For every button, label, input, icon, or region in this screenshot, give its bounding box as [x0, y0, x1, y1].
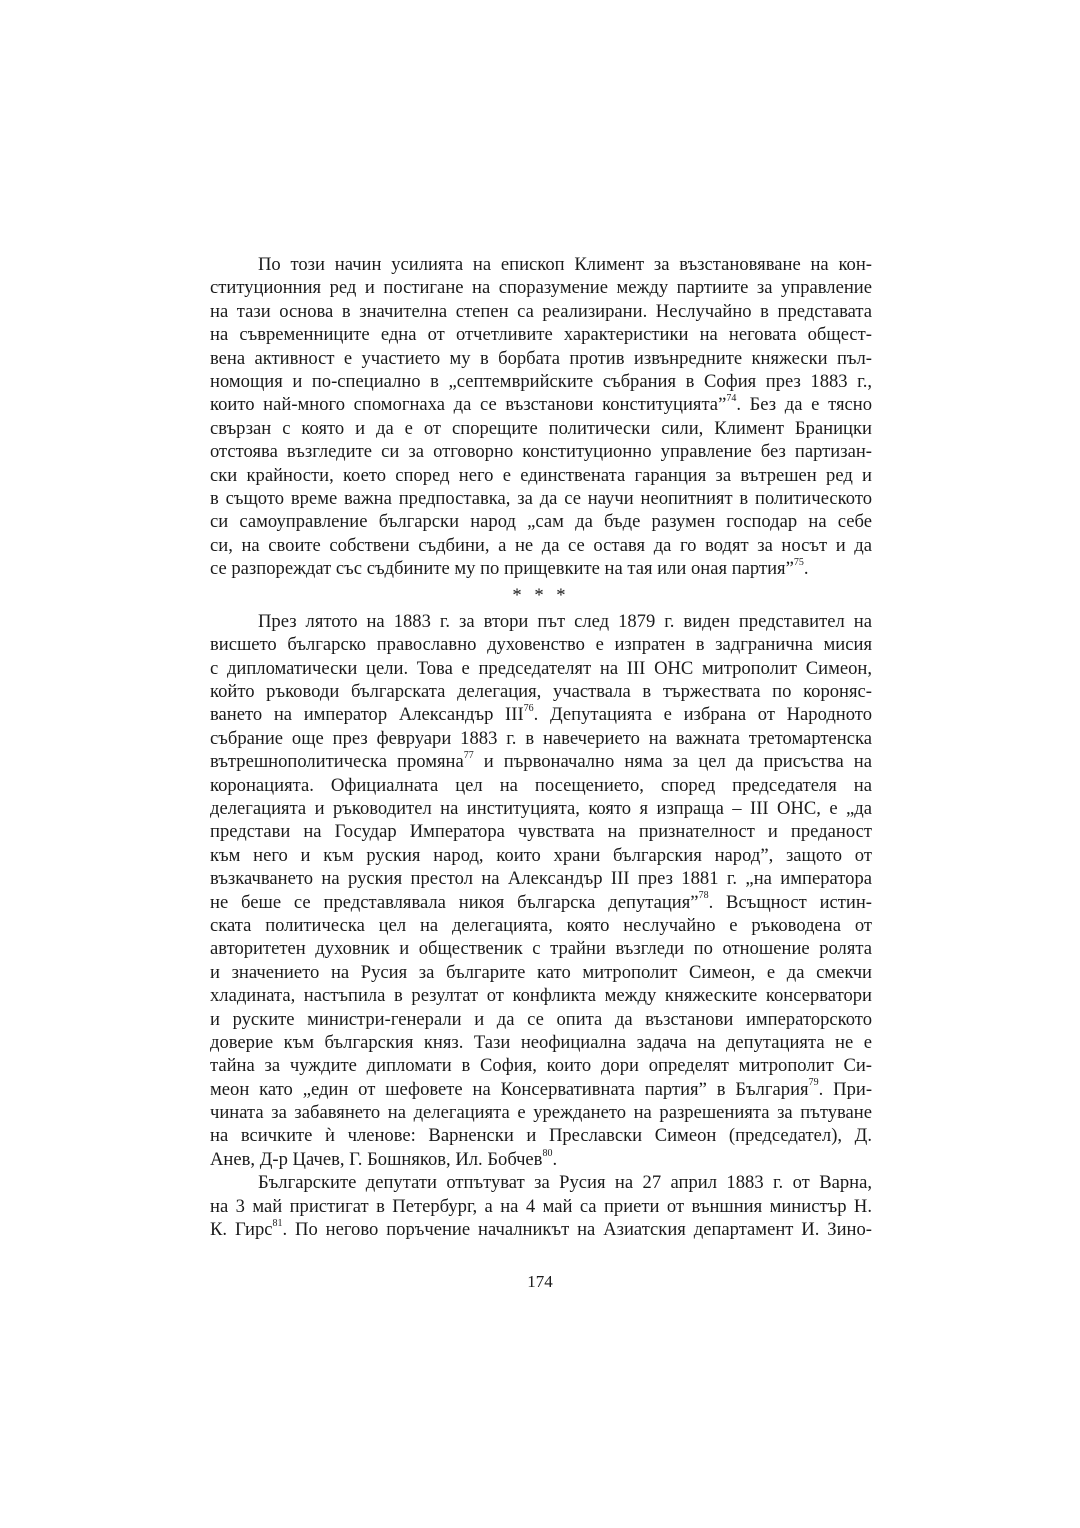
text-line: По този начин усилията на епископ Климент за възстановяване на кон-	[258, 254, 872, 275]
text-line	[210, 750, 872, 773]
paragraph-1	[210, 253, 872, 580]
text-line: възкачването на руския престол на Александър III през 1881 г. „на императора	[210, 868, 872, 890]
text-line: висшето българско православно духовенство е изпратен в задгранична мисия	[210, 634, 872, 656]
text-segment: се разпореждат със съдбините му по прищевките на тая или оная партия”	[210, 558, 794, 580]
text-line	[210, 393, 872, 416]
text-line: ската политическа цел на делегацията, която неслучайно е ръководена от	[210, 914, 872, 936]
text-line	[210, 703, 872, 726]
text-segment: К. Гирс	[210, 1219, 273, 1241]
footnote-ref: 78	[698, 890, 709, 902]
text-line	[210, 891, 872, 914]
footnote-ref: 75	[793, 556, 804, 568]
text-line: номощия и по-специално в „септемврийските събрания в София през 1883 г.,	[210, 370, 872, 392]
text-line: отстоява възгледите си за отговорно конституционно управление без партизан-	[210, 441, 872, 463]
text-line: на 3 май пристигат в Петербург, а на 4 май са приети от външния министър Н.	[210, 1195, 872, 1217]
text-line: в същото време важна предпоставка, за да се научи неопитният в политическото	[210, 487, 872, 509]
footnote-ref: 80	[542, 1147, 553, 1159]
footnote-ref: 76	[523, 703, 534, 715]
footnote-ref: 79	[808, 1077, 819, 1089]
text-line: делегацията и ръководител на институцията, която я изпраща – III ОНС, е „да	[210, 797, 872, 819]
text-line: чината за забавянето на делегацията е уреждането на разрешенията за пътуване	[210, 1102, 872, 1124]
text-line: който ръководи българската делегация, участвала в тържествата по короняс-	[210, 681, 872, 703]
footnote-ref: 77	[463, 750, 474, 762]
text-line: През лятото на 1883 г. за втори път след 1879 г. виден представител на	[258, 610, 872, 632]
text-segment: вътрешнополитическа промяна	[210, 751, 464, 773]
text-segment: меон като „един от шефовете на Консервативната партия” в България	[210, 1078, 809, 1100]
text-line: ституционния ред и постигане на споразумение между партиите за управление	[210, 277, 872, 299]
footnote-ref: 81	[272, 1217, 283, 1229]
text-line: на тази основа в значителна степен са реализирани. Неслучайно в представата	[210, 300, 872, 322]
section-separator: * * *	[512, 585, 570, 607]
text-line: свързан с която и да е от спорещите политически сили, Климент Браницки	[210, 417, 872, 439]
text-line: си, на своите собствени съдбини, а не да се оставя да го водят за носът и да	[210, 534, 872, 556]
text-line: Българските депутати отпътуват за Русия на 27 април 1883 г. от Варна,	[258, 1172, 872, 1194]
text-line	[210, 557, 872, 580]
text-segment: . По негово поръчение началникът на Азиатския департамент И. Зино-	[282, 1219, 872, 1241]
text-segment: не беше се представлявала никоя българска депутация”	[210, 891, 699, 913]
text-line: си самоуправление български народ „сам да бъде разумен господар на себе	[210, 511, 872, 533]
text-line: ски крайности, което според него е единствената гаранция за вътрешен ред и	[210, 464, 872, 486]
text-line: доверие към българския княз. Тази неофициална задача на депутацията не е	[210, 1031, 872, 1053]
text-segment: . Без да е тясно	[736, 394, 872, 416]
text-line: с дипломатически цели. Това е председателят на III ОНС митрополит Симеон,	[210, 657, 872, 679]
text-line: и значението на Русия за българите като митрополит Симеон, е да смекчи	[210, 961, 872, 983]
text-segment: . Всъщност истин-	[708, 891, 873, 913]
text-line: събрание още през февруари 1883 г. в навечерието на важната третомартенска	[210, 727, 872, 749]
text-line: вена активност е участието му в борбата против извънредните княжески пъл-	[210, 347, 872, 369]
text-segment: .	[803, 558, 809, 580]
text-line	[210, 1078, 872, 1101]
text-segment: . Депутацията е избрана от Народното	[533, 704, 872, 726]
text-line: тайна за чуждите дипломати в София, които дори определят митрополит Си-	[210, 1055, 872, 1077]
page-number: 174	[527, 1272, 553, 1291]
text-segment: които най-много спомогнаха да се възстанови конституцията”	[210, 394, 727, 416]
paragraph-2	[210, 610, 872, 1171]
text-segment: . При-	[818, 1078, 873, 1100]
text-segment: Анев, Д-р Цачев, Г. Бошняков, Ил. Бобчев	[210, 1148, 543, 1170]
text-line: към него и към руския народ, които храни българския народ”, защото от	[210, 844, 872, 866]
text-line: коронацията. Официалната цел на посещението, според председателя на	[210, 774, 872, 796]
text-line	[210, 1148, 872, 1171]
text-segment: ването на император Александър III	[210, 704, 524, 726]
text-line: авторитетен духовник и общественик с трайни възгледи по отношение ролята	[210, 938, 872, 960]
text-line: на всичките ѝ членове: Варненски и Преславски Симеон (председател), Д.	[210, 1125, 872, 1147]
footnote-ref: 74	[726, 393, 737, 405]
text-line: хладината, настъпила в резултат от конфликта между княжеските консерватори	[210, 985, 872, 1007]
text-line: на съвременниците една от отчетливите характеристики на неговата общест-	[210, 324, 872, 346]
text-line	[210, 1218, 872, 1241]
text-segment: и първоначално няма за цел да присъства на	[473, 751, 872, 773]
text-line: и руските министри-генерали и да се опита да възстанови императорското	[210, 1008, 872, 1030]
body-text	[210, 253, 872, 1241]
text-segment: .	[552, 1148, 558, 1170]
paragraph-3	[210, 1171, 872, 1241]
text-line: представи на Государ Императора чувствата на признателност и преданост	[210, 821, 872, 843]
